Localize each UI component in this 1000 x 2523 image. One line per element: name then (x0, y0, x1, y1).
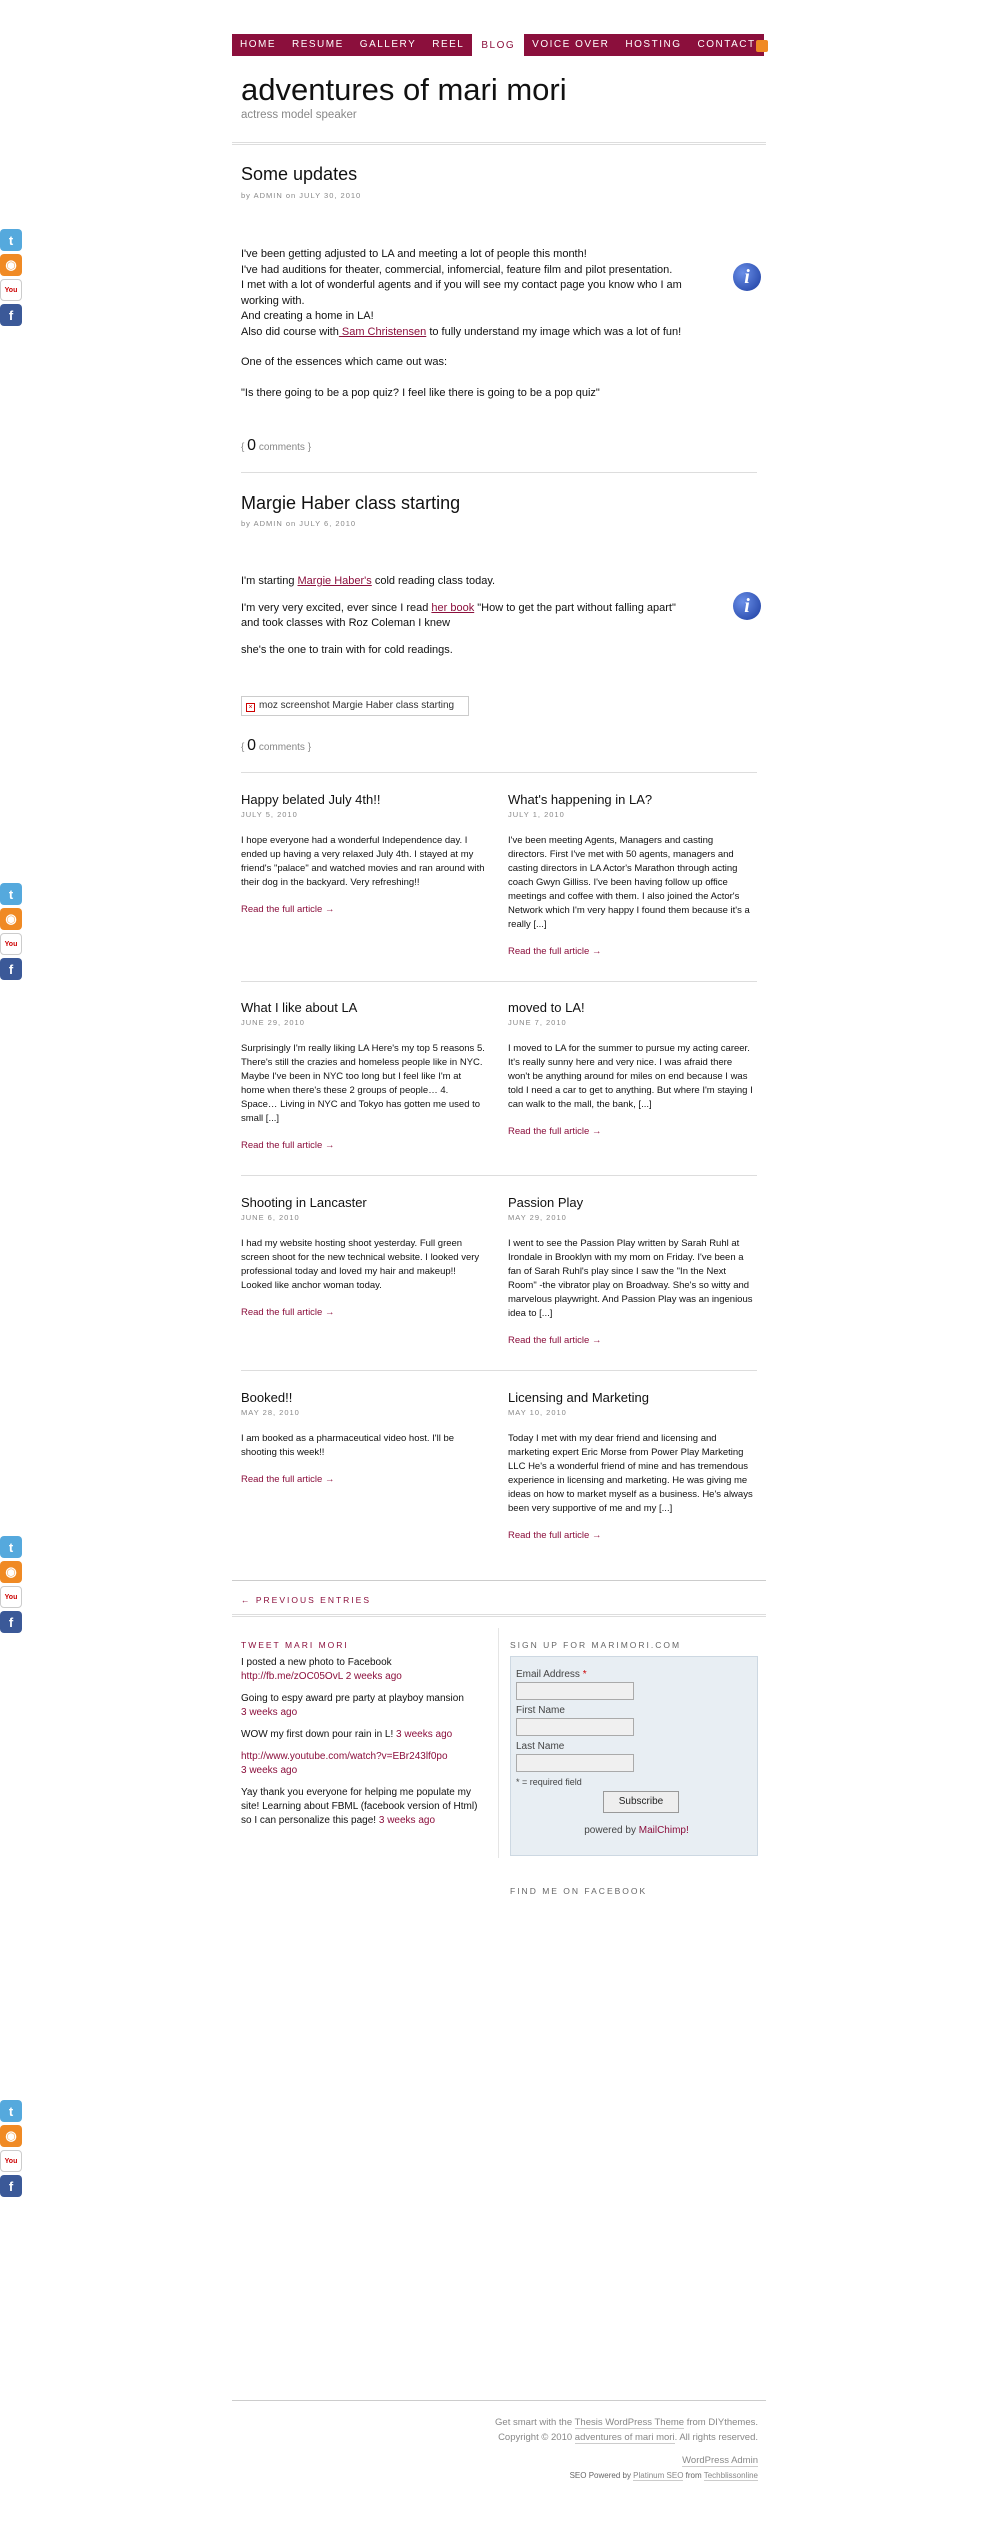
teaser (241, 792, 487, 915)
teaser-excerpt: I went to see the Passion Play written by Sarah Ruhl at Irondale in Brooklyn with my mom on Friday. I've been a fan of Sarah Ruhl's play since I saw the "In the Next Room" -the vibrator play on Broadway. She's so witty and marvelous playwright. And Passion Play was an ingenious idea to [...] (508, 1238, 753, 1319)
teaser-title[interactable]: Shooting in Lancaster (241, 1195, 367, 1210)
last-name-field[interactable] (516, 1754, 634, 1772)
tweet-link[interactable]: http://www.youtube.com/watch?v=EBr243lf0po (241, 1751, 448, 1762)
platinum-seo-link[interactable]: Platinum SEO (633, 2471, 684, 2480)
teaser-date: JUNE 7, 2010 (508, 1018, 567, 1027)
tweet: WOW my first down pour rain in L! 3 weeks ago (241, 1729, 453, 1740)
twitter-icon[interactable]: t (0, 1536, 22, 1558)
tweet-time[interactable]: 3 weeks ago (396, 1729, 453, 1740)
teaser-excerpt: I am booked as a pharmaceutical video host. I'll be shooting this week!! (241, 1433, 455, 1458)
teaser (508, 1195, 754, 1346)
teaser-date: JUNE 29, 2010 (241, 1018, 305, 1027)
signup-form (510, 1656, 758, 1856)
rss-icon[interactable]: ◉ (0, 2125, 22, 2147)
first-name-label: First Name (516, 1705, 565, 1716)
post-body: I'm starting Margie Haber's cold reading class today. I'm very very excited, ever since I read her book "How to get the part without falling apart" and took classes with Roz Coleman I knew she's the one to train with for cold readings. (241, 575, 676, 656)
content-divider (232, 1580, 766, 1581)
email-label: Email Address * (516, 1669, 587, 1680)
teaser (508, 1390, 754, 1541)
teaser-title[interactable]: Booked!! (241, 1390, 293, 1405)
tweet (241, 1750, 485, 1778)
footer-divider (232, 2400, 766, 2401)
teaser-excerpt: I moved to LA for the summer to pursue my acting career. It's really sunny here and very nice. I was afraid there won't be anything around for miles on end because I was told I need a car to get to anything. But where I'm staying I can walk to the mall, the bank, [...] (508, 1043, 753, 1110)
read-more-link[interactable]: Read the full article → (508, 1530, 602, 1541)
teaser (508, 792, 754, 957)
post-meta: by ADMIN on JULY 6, 2010 (241, 519, 357, 528)
email-field[interactable] (516, 1682, 634, 1700)
site-tagline: actress model speaker (241, 109, 357, 121)
teaser-date: JUNE 6, 2010 (241, 1213, 300, 1222)
sidebar-divider (232, 1614, 766, 1617)
subscribe-button[interactable]: Subscribe (603, 1791, 679, 1813)
nav-blog[interactable]: BLOG (472, 34, 524, 56)
rss-icon[interactable]: ◉ (0, 1561, 22, 1583)
info-icon: i (733, 592, 761, 620)
teaser-title[interactable]: Passion Play (508, 1195, 584, 1210)
her-book-link[interactable]: her book (431, 601, 475, 614)
social-icons-group (0, 229, 26, 329)
teaser-title[interactable]: What I like about LA (241, 1000, 358, 1015)
last-name-label: Last Name (516, 1741, 565, 1752)
rss-icon[interactable]: ◉ (0, 254, 22, 276)
read-more-link[interactable]: Read the full article → (241, 1140, 335, 1151)
youtube-icon[interactable]: You (0, 933, 22, 955)
tweet-link[interactable]: http://fb.me/zOC05OvL (241, 1671, 343, 1682)
teaser-date: MAY 10, 2010 (508, 1408, 567, 1417)
thesis-link[interactable]: Thesis WordPress Theme (574, 2417, 685, 2428)
read-more-link[interactable]: Read the full article → (241, 1307, 335, 1318)
mailchimp-link[interactable]: MailChimp! (638, 1825, 689, 1836)
tweet-time[interactable]: 2 weeks ago (345, 1671, 402, 1682)
teaser-excerpt: I've been meeting Agents, Managers and casting directors. First I've met with 50 agents, managers and casting directors in LA Actor's Marathon through acting coach Gwyn Gilliss. I've been having follow up office meetings and coffee with them. I also joined the Actor's Network which I'm very happy I found them because it's a really [...] (508, 835, 750, 930)
tweet-list (241, 1656, 485, 1836)
broken-image-icon: × (246, 703, 255, 712)
tweet-time[interactable]: 3 weeks ago (241, 1707, 298, 1718)
sam-christensen-link[interactable]: Sam Christensen (338, 325, 427, 338)
teaser-excerpt: I hope everyone had a wonderful Independence day. I ended up having a very relaxed July 4th. I stayed at my friend's "palace" and watched movies and ran around with their dog in the backyard. Very refreshing!! (241, 835, 485, 888)
tweet: Going to espy award pre party at playboy mansion 3 weeks ago (241, 1693, 464, 1718)
signup-heading: SIGN UP FOR MARIMORI.COM (510, 1640, 682, 1650)
facebook-heading: FIND ME ON FACEBOOK (510, 1886, 648, 1896)
twitter-icon[interactable]: t (0, 2100, 22, 2122)
tweets-heading: TWEET MARI MORI (241, 1640, 349, 1650)
post-meta: by ADMIN on JULY 30, 2010 (241, 191, 362, 200)
nav-voice-over[interactable]: VOICE OVER (524, 34, 617, 56)
teaser-excerpt: Surprisingly I'm really liking LA Here's my top 5 reasons 5. There's still the crazies and homeless people like in NYC. Maybe I've been in NYC too long but I feel like I'm at home when there's these 2 groups of people… 4. Space… Living in NYC and Tokyo has gotten me used to small [...] (241, 1043, 485, 1124)
teaser (241, 1000, 487, 1151)
read-more-link[interactable]: Read the full article → (508, 946, 602, 957)
post-title[interactable]: Margie Haber class starting (241, 493, 461, 513)
teaser-excerpt: Today I met with my dear friend and licensing and marketing expert Eric Morse from Power Play Marketing LLC He's a wonderful friend of mine and has tremendous experience in licensing and marketing. He was giving me ideas on how to market myself as a business. He's always been very supportive of me and my [...] (508, 1433, 753, 1514)
rss-icon[interactable]: ◉ (0, 908, 22, 930)
teaser (508, 1000, 754, 1137)
previous-entries-link[interactable]: ← PREVIOUS ENTRIES (241, 1595, 371, 1605)
teaser-title[interactable]: Licensing and Marketing (508, 1390, 649, 1405)
first-name-field[interactable] (516, 1718, 634, 1736)
youtube-icon[interactable]: You (0, 1586, 22, 1608)
nav-gallery[interactable]: GALLERY (352, 34, 424, 56)
comments-link[interactable]: { 0 comments } (241, 437, 312, 454)
nav-contact[interactable]: CONTACT (689, 34, 763, 56)
teaser-date: JULY 1, 2010 (508, 810, 565, 819)
post-title[interactable]: Some updates (241, 164, 358, 184)
tweet: Yay thank you everyone for helping me populate my site! Learning about FBML (facebook version of Html) so I can personalize this page! 3 weeks ago (241, 1787, 478, 1826)
teaser-date: JULY 5, 2010 (241, 810, 298, 819)
teaser-title[interactable]: Happy belated July 4th!! (241, 792, 381, 807)
social-icons-group (0, 883, 26, 983)
nav-resume[interactable]: RESUME (284, 34, 352, 56)
nav-reel[interactable]: REEL (424, 34, 472, 56)
powered-by: powered by MailChimp! (584, 1825, 689, 1836)
footer: Get smart with the Thesis WordPress Theme from DIYthemes. Copyright © 2010 adventures of mari mori. All rights reserved. WordPress Admin SEO Powered by Platinum SEO from Techblissonline (495, 2417, 758, 2480)
required-note: * = required field (516, 1777, 582, 1787)
facebook-icon[interactable]: f (0, 2175, 22, 2197)
social-icons-group (0, 2100, 26, 2200)
comments-link[interactable]: { 0 comments } (241, 737, 312, 754)
teaser-title[interactable]: moved to LA! (508, 1000, 585, 1015)
broken-image: × moz screenshot Margie Haber class starting (241, 696, 469, 716)
teaser-title[interactable]: What's happening in LA? (508, 792, 653, 807)
post-divider (241, 472, 757, 473)
post-divider (241, 772, 757, 773)
margie-haber-link[interactable]: Margie Haber's (297, 575, 372, 587)
sidebar-column-divider (498, 1628, 499, 1858)
youtube-icon[interactable]: You (0, 2150, 22, 2172)
read-more-link[interactable]: Read the full article → (508, 1126, 602, 1137)
twitter-icon[interactable]: t (0, 229, 22, 251)
techblissonline-link[interactable]: Techblissonline (703, 2471, 758, 2480)
post-body: I've been getting adjusted to LA and meeting a lot of people this month! I've had auditions for theater, commercial, infomercial, feature film and pilot presentation. I met with a lot of wonderful agents and if you will see my contact page you know who I am working with. And creating a home in LA! Also did course with Sam Christensen to fully understand my image which was a lot of fun! One of the essences which came out was: "Is there going to be a pop quiz? I feel like there is going to be a pop quiz" (241, 248, 682, 399)
teaser-divider (241, 1175, 757, 1176)
info-icon: i (733, 263, 761, 291)
facebook-icon[interactable]: f (0, 958, 22, 980)
teaser-date: MAY 28, 2010 (241, 1408, 300, 1417)
read-more-link[interactable]: Read the full article → (508, 1335, 602, 1346)
main-nav (232, 34, 764, 56)
header-divider (232, 142, 766, 145)
teaser-divider (241, 1370, 757, 1371)
teaser-date: MAY 29, 2010 (508, 1213, 567, 1222)
read-more-link[interactable]: Read the full article → (241, 904, 335, 915)
rss-feed-icon[interactable] (756, 40, 768, 52)
tweet: I posted a new photo to Facebook http://fb.me/zOC05OvL 2 weeks ago (241, 1657, 402, 1682)
nav-hosting[interactable]: HOSTING (617, 34, 689, 56)
teaser-divider (241, 981, 757, 982)
social-icons-group (0, 1536, 26, 1636)
nav-home[interactable]: HOME (232, 34, 284, 56)
teaser (241, 1195, 487, 1318)
site-title[interactable]: adventures of mari mori (241, 72, 567, 107)
home-link[interactable]: adventures of mari mori (574, 2432, 675, 2443)
read-more-link[interactable]: Read the full article → (241, 1474, 335, 1485)
tweet-time[interactable]: 3 weeks ago (241, 1765, 298, 1776)
youtube-icon[interactable]: You (0, 279, 22, 301)
tweet-time[interactable]: 3 weeks ago (378, 1815, 436, 1826)
twitter-icon[interactable]: t (0, 883, 22, 905)
wordpress-admin-link[interactable]: WordPress Admin (682, 2455, 758, 2466)
teaser (241, 1390, 487, 1485)
teaser-excerpt: I had my website hosting shoot yesterday. Full green screen shoot for the new technical website. I looked very professional today and loved my hair and makeup!! Looked like anchor woman today. (241, 1238, 480, 1291)
facebook-icon[interactable]: f (0, 304, 22, 326)
facebook-icon[interactable]: f (0, 1611, 22, 1633)
